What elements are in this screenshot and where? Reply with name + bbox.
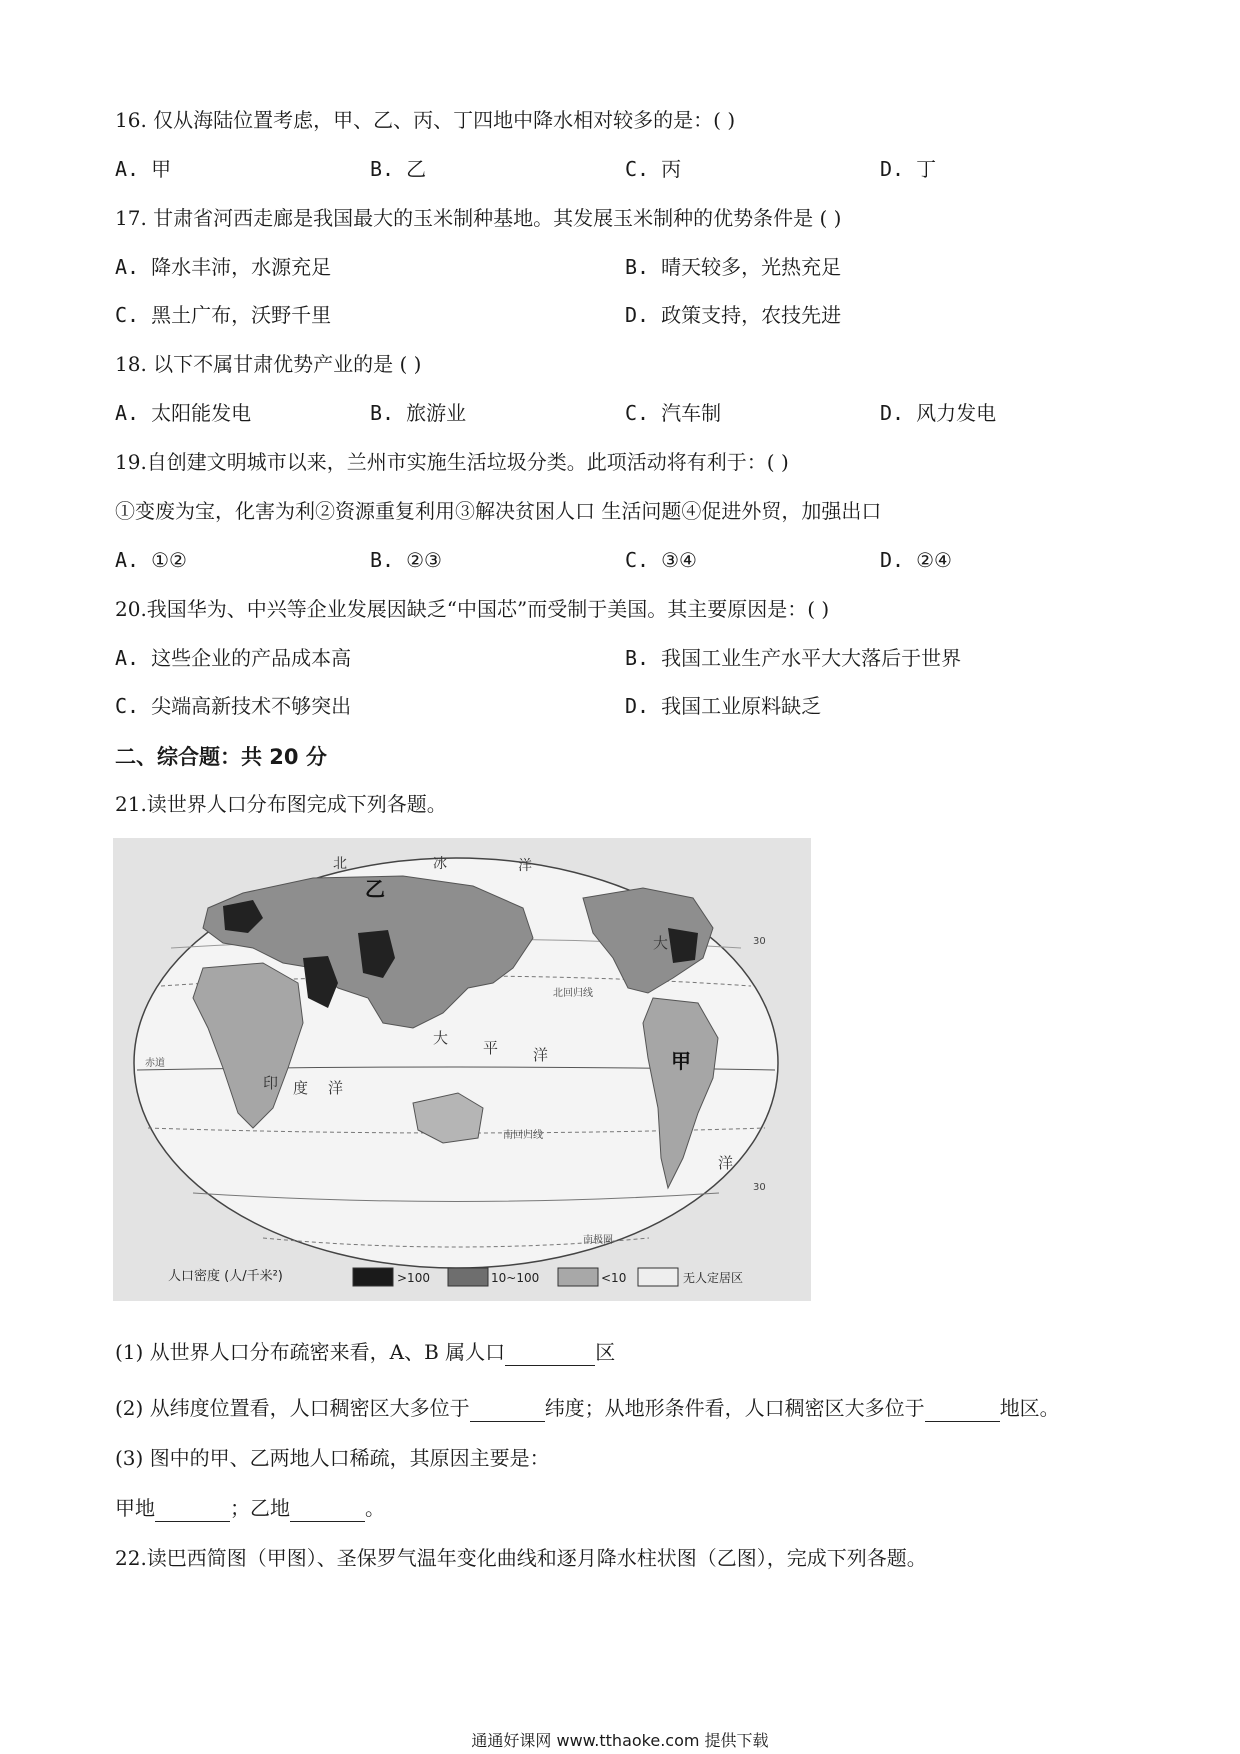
legend-swatch-4 (638, 1268, 678, 1286)
label-ping: 平 (483, 1039, 499, 1057)
q21-sub2: (2) 从纬度位置看，人口稠密区大多位于 纬度；从地形条件看，人口稠密区大多位于 地区。 (115, 1396, 1060, 1420)
q16-option-b: B. 乙 (370, 157, 427, 181)
label-jia: 甲 (671, 1049, 691, 1073)
q20-option-b: B. 我国工业生产水平大大落后于世界 (625, 646, 962, 670)
label-equator: 赤道 (145, 1058, 165, 1069)
q18-option-a: A. 太阳能发电 (115, 401, 252, 425)
answer-blank-5[interactable] (290, 1499, 365, 1522)
answer-blank-4[interactable] (155, 1499, 230, 1522)
q17-option-d: D. 政策支持，农技先进 (625, 303, 842, 327)
q19-statement: ①变废为宝，化害为利②资源重复利用③解决贫困人口 生活问题④促进外贸，加强出口 (115, 499, 882, 523)
q16-stem: 16. 仅从海陆位置考虑，甲、乙、丙、丁四地中降水相对较多的是：( ) (115, 108, 736, 132)
section-heading: 二、综合题：共 20 分 (115, 745, 327, 769)
q17-stem: 17. 甘肃省河西走廊是我国最大的玉米制种基地。其发展玉米制种的优势条件是 ( ) (115, 206, 842, 230)
legend-swatch-2 (448, 1268, 488, 1286)
legend-swatch-3 (558, 1268, 598, 1286)
answer-blank-1[interactable] (505, 1343, 595, 1366)
q17-option-b: B. 晴天较多，光热充足 (625, 255, 842, 279)
label-da2: 大 (653, 934, 669, 952)
q20-option-c: C. 尖端高新技术不够突出 (115, 694, 352, 718)
label-antarctic-circle: 南极圈 (583, 1235, 613, 1246)
label-yang1: 洋 (518, 858, 532, 874)
label-yang3: 洋 (328, 1079, 344, 1097)
legend-label-3: <10 (601, 1271, 627, 1285)
q22-stem: 22.读巴西简图（甲图）、圣保罗气温年变化曲线和逐月降水柱状图（乙图），完成下列各题。 (115, 1546, 927, 1570)
q16-option-c: C. 丙 (625, 157, 682, 181)
q17-option-c: C. 黑土广布，沃野千里 (115, 303, 332, 327)
label-yin: 印 (263, 1074, 279, 1092)
q16-option-d: D. 丁 (880, 157, 937, 181)
na-dense (668, 928, 698, 963)
label-30n: 30 (753, 936, 766, 947)
legend-label-4: 无人定居区 (683, 1271, 744, 1285)
label-du: 度 (293, 1079, 309, 1097)
q20-option-a: A. 这些企业的产品成本高 (115, 646, 352, 670)
world-map-svg (113, 838, 811, 1301)
q18-option-c: C. 汽车制 (625, 401, 722, 425)
page-footer: 通通好课网 www.tthaoke.com 提供下载 (471, 1731, 769, 1750)
world-population-map (113, 838, 811, 1301)
label-30s: 30 (753, 1182, 766, 1193)
q19-option-b: B. ②③ (370, 548, 442, 572)
answer-blank-3[interactable] (925, 1399, 1000, 1422)
q19-option-d: D. ②④ (880, 548, 952, 572)
label-yang2: 洋 (533, 1046, 549, 1064)
q19-option-c: C. ③④ (625, 548, 697, 572)
q16-option-a: A. 甲 (115, 157, 172, 181)
label-tropic-north: 北回归线 (553, 988, 593, 999)
q19-stem: 19.自创建文明城市以来，兰州市实施生活垃圾分类。此项活动将有利于：( ) (115, 450, 789, 474)
legend-label-2: 10~100 (491, 1271, 540, 1285)
legend-title: 人口密度 (人/千米²) (168, 1269, 283, 1284)
q21-sub1: (1) 从世界人口分布疏密来看，A、B 属人口 区 (115, 1340, 616, 1364)
label-da: 大 (433, 1029, 449, 1047)
legend-label-1: >100 (397, 1271, 430, 1285)
label-bei: 北 (333, 856, 347, 872)
q20-option-d: D. 我国工业原料缺乏 (625, 694, 822, 718)
q21-stem: 21.读世界人口分布图完成下列各题。 (115, 792, 447, 816)
q19-option-a: A. ①② (115, 548, 187, 572)
label-bing: 冰 (433, 856, 447, 872)
q18-option-b: B. 旅游业 (370, 401, 467, 425)
map-legend (168, 1268, 743, 1286)
label-yi: 乙 (365, 877, 385, 901)
q21-sub3: (3) 图中的甲、乙两地人口稀疏，其原因主要是： (115, 1446, 550, 1470)
q17-option-a: A. 降水丰沛，水源充足 (115, 255, 332, 279)
label-yang4: 洋 (718, 1154, 734, 1172)
q18-stem: 18. 以下不属甘肃优势产业的是 ( ) (115, 352, 422, 376)
q18-option-d: D. 风力发电 (880, 401, 997, 425)
q21-sub3-answers: 甲地 ；乙地 。 (115, 1496, 385, 1520)
answer-blank-2[interactable] (470, 1399, 545, 1422)
label-tropic-south: 南回归线 (503, 1130, 543, 1141)
q20-stem: 20.我国华为、中兴等企业发展因缺乏“中国芯”而受制于美国。其主要原因是：( ) (115, 597, 830, 621)
legend-swatch-1 (353, 1268, 393, 1286)
